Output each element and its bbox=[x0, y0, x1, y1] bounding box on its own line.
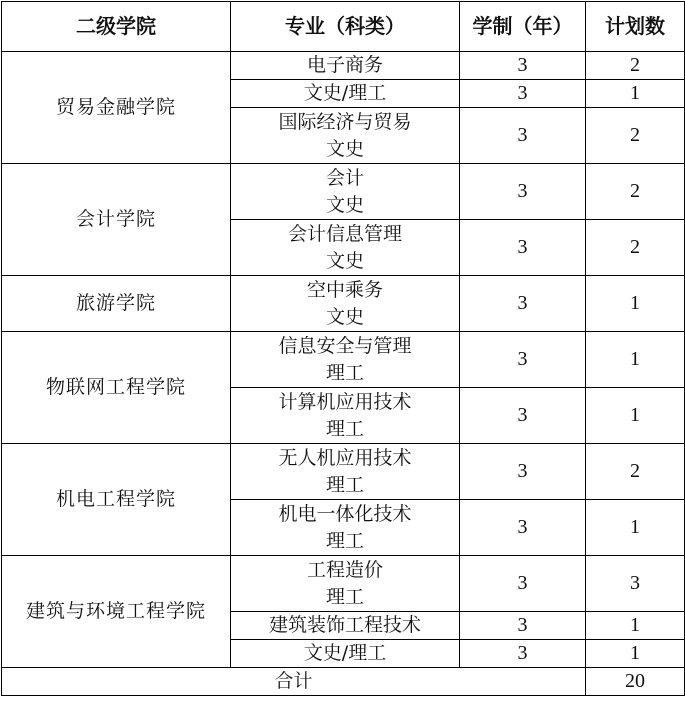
major-cell: 文史/理工 bbox=[231, 80, 460, 108]
years-cell: 3 bbox=[460, 444, 586, 500]
years-cell: 3 bbox=[460, 80, 586, 108]
major-cell bbox=[231, 444, 460, 500]
years-cell: 3 bbox=[460, 612, 586, 640]
major-category: 理工 bbox=[325, 417, 364, 440]
years-cell: 3 bbox=[460, 332, 586, 388]
enrollment-plan-table bbox=[1, 1, 685, 696]
major-category: 理工 bbox=[325, 473, 364, 496]
major-name: 无人机应用技术 bbox=[278, 446, 412, 469]
table-row bbox=[2, 164, 685, 220]
college-iot: 物联网工程学院 bbox=[2, 332, 231, 444]
college-trade: 贸易金融学院 bbox=[2, 52, 231, 164]
plan-cell: 2 bbox=[586, 164, 685, 220]
college-arch: 建筑与环境工程学院 bbox=[2, 556, 231, 668]
college-mech: 机电工程学院 bbox=[2, 444, 231, 556]
header-years: 学制（年） bbox=[460, 2, 586, 52]
years-cell: 3 bbox=[460, 388, 586, 444]
years-cell: 3 bbox=[460, 164, 586, 220]
major-name: 信息安全与管理 bbox=[278, 334, 412, 357]
plan-cell: 1 bbox=[586, 388, 685, 444]
major-name: 国际经济与贸易 bbox=[278, 110, 412, 133]
major-name: 空中乘务 bbox=[306, 278, 383, 301]
major-category: 理工 bbox=[325, 361, 364, 384]
table-row bbox=[2, 444, 685, 500]
major-category: 文史 bbox=[325, 305, 364, 328]
college-tourism: 旅游学院 bbox=[2, 276, 231, 332]
major-cell: 建筑装饰工程技术 bbox=[231, 612, 460, 640]
college-accounting: 会计学院 bbox=[2, 164, 231, 276]
total-row bbox=[2, 668, 685, 696]
table-row bbox=[2, 332, 685, 388]
header-plan: 计划数 bbox=[586, 2, 685, 52]
major-name: 工程造价 bbox=[306, 558, 383, 581]
table-row bbox=[2, 556, 685, 612]
major-cell: 文史/理工 bbox=[231, 640, 460, 668]
years-cell: 3 bbox=[460, 52, 586, 80]
plan-cell: 1 bbox=[586, 276, 685, 332]
plan-cell: 2 bbox=[586, 108, 685, 164]
major-cell bbox=[231, 164, 460, 220]
major-category: 文史 bbox=[325, 193, 364, 216]
major-cell bbox=[231, 332, 460, 388]
major-cell bbox=[231, 500, 460, 556]
plan-cell: 3 bbox=[586, 556, 685, 612]
years-cell: 3 bbox=[460, 276, 586, 332]
header-college: 二级学院 bbox=[2, 2, 231, 52]
header-row bbox=[2, 2, 685, 52]
years-cell: 3 bbox=[460, 640, 586, 668]
plan-cell: 1 bbox=[586, 500, 685, 556]
plan-cell: 1 bbox=[586, 332, 685, 388]
major-cell bbox=[231, 388, 460, 444]
table-row bbox=[2, 52, 685, 80]
major-category: 理工 bbox=[325, 585, 364, 608]
total-label: 合计 bbox=[2, 668, 586, 696]
header-major: 专业（科类） bbox=[231, 2, 460, 52]
total-value: 20 bbox=[586, 668, 685, 696]
years-cell: 3 bbox=[460, 556, 586, 612]
plan-cell: 2 bbox=[586, 220, 685, 276]
years-cell: 3 bbox=[460, 108, 586, 164]
plan-cell: 1 bbox=[586, 612, 685, 640]
major-cell bbox=[231, 556, 460, 612]
major-category: 文史 bbox=[325, 137, 364, 160]
years-cell: 3 bbox=[460, 220, 586, 276]
major-name: 会计信息管理 bbox=[287, 222, 402, 245]
plan-cell: 2 bbox=[586, 444, 685, 500]
years-cell: 3 bbox=[460, 500, 586, 556]
major-cell: 电子商务 bbox=[231, 52, 460, 80]
table-row bbox=[2, 276, 685, 332]
plan-cell: 2 bbox=[586, 52, 685, 80]
major-cell bbox=[231, 108, 460, 164]
major-cell bbox=[231, 220, 460, 276]
major-category: 文史 bbox=[325, 249, 364, 272]
plan-cell: 1 bbox=[586, 640, 685, 668]
major-name: 计算机应用技术 bbox=[278, 390, 412, 413]
major-name: 会计 bbox=[325, 166, 364, 189]
major-cell bbox=[231, 276, 460, 332]
major-category: 理工 bbox=[325, 529, 364, 552]
major-name: 机电一体化技术 bbox=[278, 502, 412, 525]
plan-cell: 1 bbox=[586, 80, 685, 108]
